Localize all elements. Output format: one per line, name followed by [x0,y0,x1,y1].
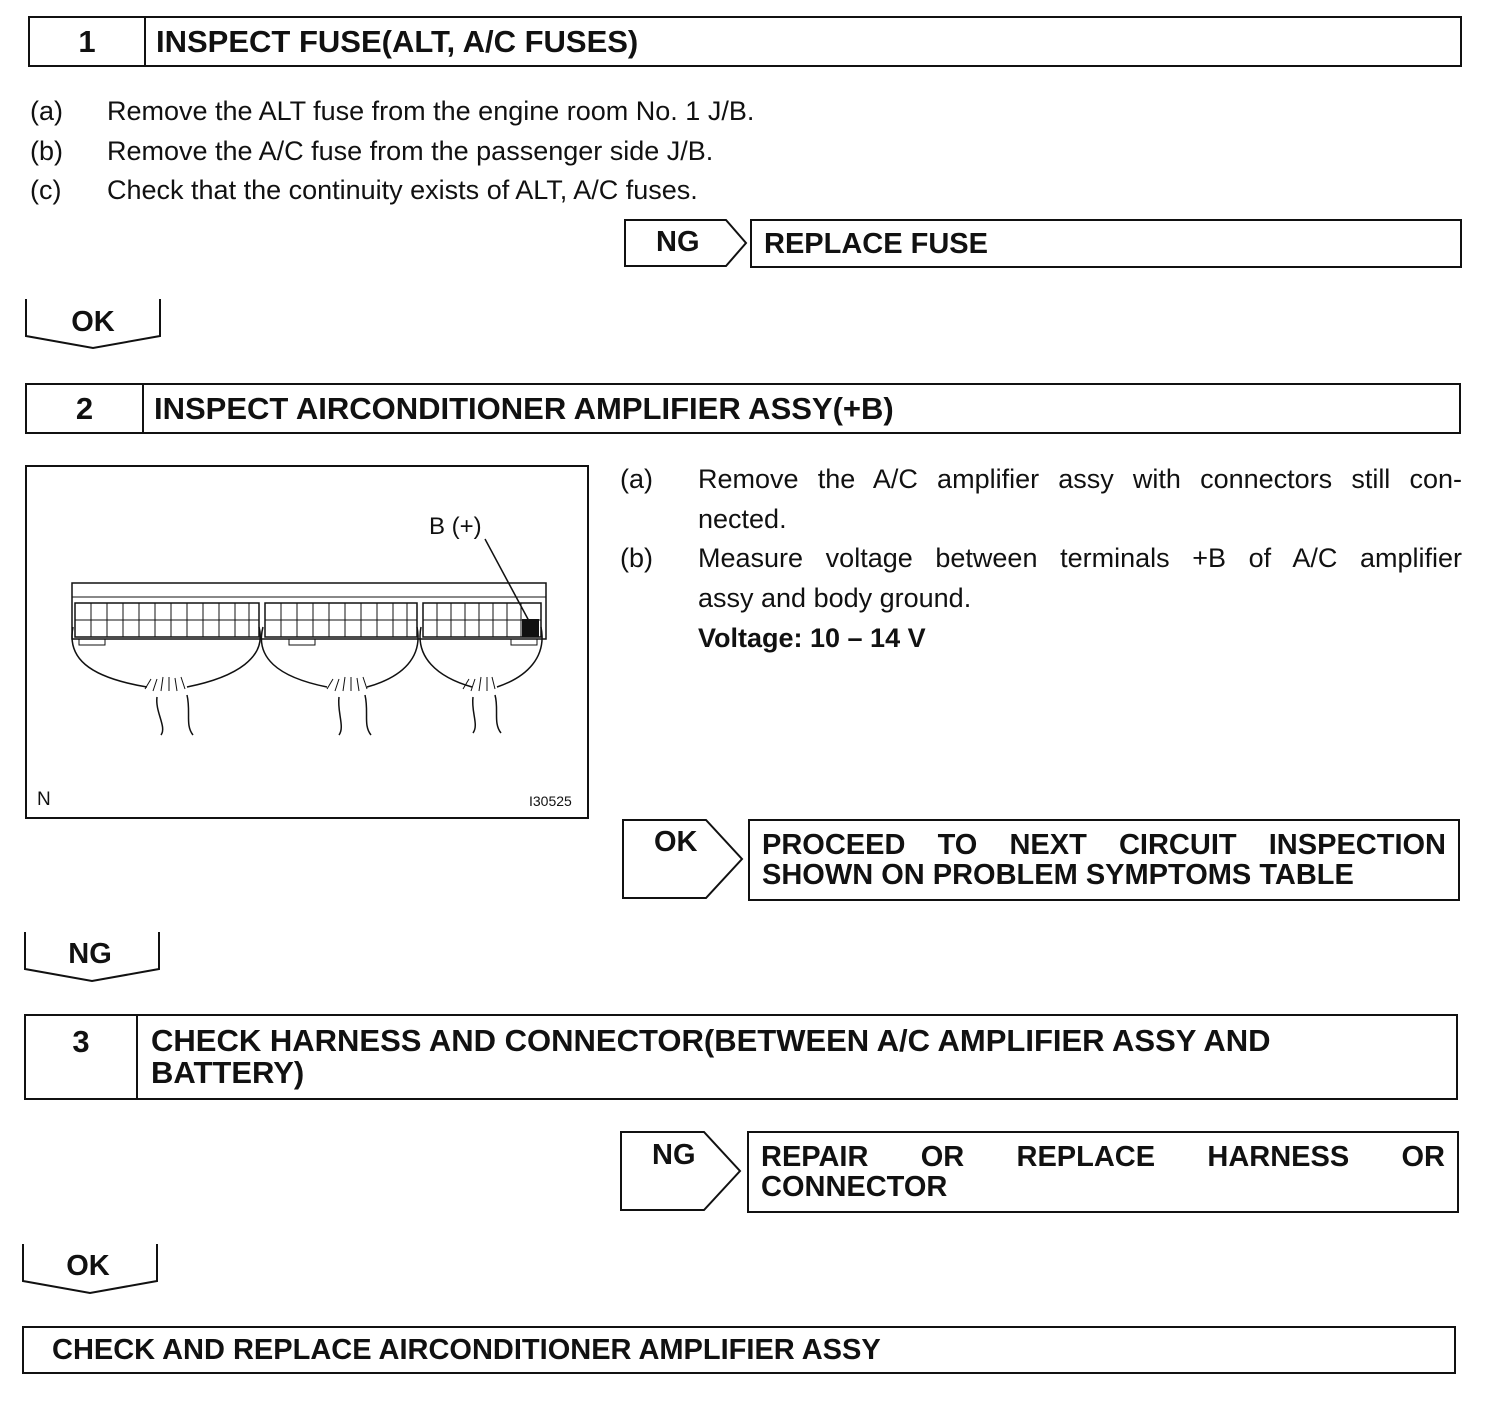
step-3-title-line-2: BATTERY) [151,1055,305,1090]
repair-line-1: REPAIR OR REPLACE HARNESS OR [761,1141,1445,1173]
step-3-ng-action [747,1131,1459,1213]
connector-2 [261,603,418,735]
step-2-ok-action [748,819,1460,901]
instruction-label: (b) [620,543,653,573]
connector-illustration [27,467,587,817]
instruction-text: Remove the A/C fuse from the passenger side J/B. [107,136,714,166]
step-1-header [28,16,1462,67]
instruction-label: (a) [620,464,653,494]
instruction-line-1-text: Measure voltage between terminals +B of A/C amplifier [698,543,1462,573]
instruction-label: (c) [30,175,62,205]
step-2-ok-label: OK [654,826,698,858]
step-1-ok-label: OK [71,306,115,338]
instruction-line-1 [698,538,1462,578]
step-2-ng-label: NG [68,938,112,970]
step-3-title-line-1: CHECK HARNESS AND CONNECTOR(BETWEEN A/C AMPLIFIER ASSY AND [151,1023,1271,1058]
figure-id: I30525 [529,793,572,809]
instruction-label: (a) [30,96,63,126]
terminal-b-plus [522,619,539,637]
step-3-header [24,1014,1458,1100]
figure-callout: B (+) [429,513,482,540]
step-1-title: INSPECT FUSE(ALT, A/C FUSES) [156,23,639,59]
step-3-ng-label: NG [652,1139,696,1171]
connector-3 [420,603,542,733]
proceed-line-1: PROCEED TO NEXT CIRCUIT INSPECTION [762,829,1446,861]
step-2-title: INSPECT AIRCONDITIONER AMPLIFIER ASSY(+B) [154,390,894,426]
step-3-number: 3 [26,1016,138,1098]
instruction-line-1 [698,459,1462,499]
step-3-title [151,1016,1448,1098]
step-2-number: 2 [27,385,144,432]
repair-line-2: CONNECTOR [761,1171,948,1203]
voltage-spec: Voltage: 10 – 14 V [698,623,926,653]
step-2-header [25,383,1461,434]
instruction-line-1-text: Remove the A/C amplifier assy with connectors still con- [698,464,1462,494]
final-action-box [22,1326,1456,1374]
step-1-instruction-a [30,91,930,131]
connector-figure [25,465,589,819]
connector-1 [72,603,260,735]
step-1-ng-label: NG [656,226,700,258]
step-1-number: 1 [30,18,146,65]
final-action-text: CHECK AND REPLACE AIRCONDITIONER AMPLIFIER ASSY [52,1333,881,1366]
step-2-instruction-a [620,459,1462,539]
step-1-instruction-b [30,131,930,171]
step-1-instruction-c [30,170,930,210]
instruction-line-2: nected. [698,504,787,534]
replace-fuse-text: REPLACE FUSE [764,227,988,260]
proceed-line-2: SHOWN ON PROBLEM SYMPTOMS TABLE [762,859,1354,891]
step-3-ok-label: OK [66,1250,110,1282]
figure-corner-letter: N [37,789,51,810]
instruction-text: Check that the continuity exists of ALT, A/C fuses. [107,175,698,205]
instruction-text: Remove the ALT fuse from the engine room No. 1 J/B. [107,96,755,126]
step-1-ng-action [750,219,1462,268]
instruction-line-2: assy and body ground. [698,583,972,613]
instruction-label: (b) [30,136,63,166]
step-2-instruction-b [620,538,1462,618]
